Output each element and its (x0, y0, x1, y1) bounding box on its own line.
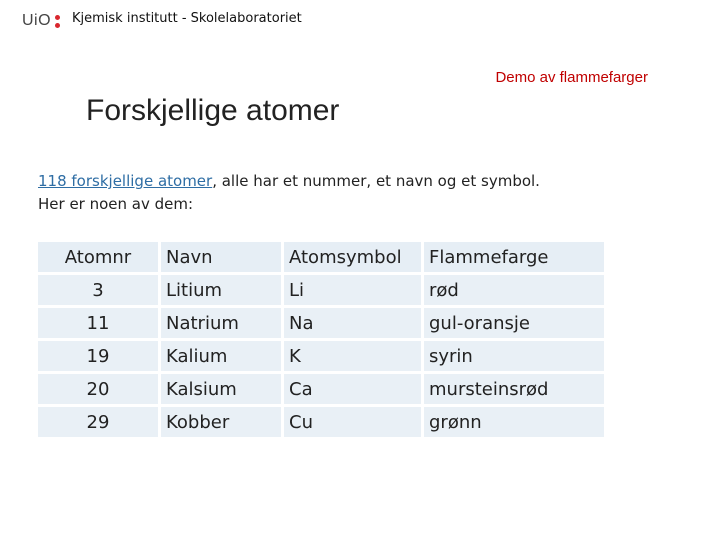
cell-symbol: K (284, 341, 421, 371)
intro-line-1-rest: , alle har et nummer, et navn og et symbol. (212, 172, 540, 190)
cell-symbol: Li (284, 275, 421, 305)
logo-dots-icon (55, 15, 60, 28)
cell-atomnr: 3 (38, 275, 158, 305)
header-flammefarge: Flammefarge (424, 242, 604, 272)
cell-navn: Kalium (161, 341, 281, 371)
cell-atomnr: 20 (38, 374, 158, 404)
table-row (38, 341, 604, 371)
table-row (38, 275, 604, 305)
cell-atomnr: 19 (38, 341, 158, 371)
header-atomsymbol: Atomsymbol (284, 242, 421, 272)
cell-navn: Kobber (161, 407, 281, 437)
cell-symbol: Na (284, 308, 421, 338)
cell-atomnr: 11 (38, 308, 158, 338)
cell-navn: Litium (161, 275, 281, 305)
table-row (38, 374, 604, 404)
header-atomnr: Atomnr (38, 242, 158, 272)
cell-flammefarge: rød (424, 275, 604, 305)
header-navn: Navn (161, 242, 281, 272)
cell-symbol: Ca (284, 374, 421, 404)
intro-line-1 (38, 170, 540, 193)
table-header-row (38, 242, 604, 272)
intro-line-2: Her er noen av dem: (38, 195, 194, 213)
table-row (38, 308, 604, 338)
cell-atomnr: 29 (38, 407, 158, 437)
cell-navn: Kalsium (161, 374, 281, 404)
intro-text (38, 170, 540, 216)
cell-symbol: Cu (284, 407, 421, 437)
cell-flammefarge: syrin (424, 341, 604, 371)
cell-flammefarge: gul-oransje (424, 308, 604, 338)
table-row (38, 407, 604, 437)
uio-logo (22, 12, 60, 30)
demo-label: Demo av flammefarger (495, 69, 648, 86)
cell-navn: Natrium (161, 308, 281, 338)
atoms-table (35, 239, 607, 440)
cell-flammefarge: mursteinsrød (424, 374, 604, 404)
institute-title: Kjemisk institutt - Skolelaboratoriet (72, 11, 302, 26)
logo-text: UiO (22, 12, 52, 29)
atoms-link[interactable]: 118 forskjellige atomer (38, 172, 213, 190)
cell-flammefarge: grønn (424, 407, 604, 437)
slide-title: Forskjellige atomer (86, 94, 340, 127)
